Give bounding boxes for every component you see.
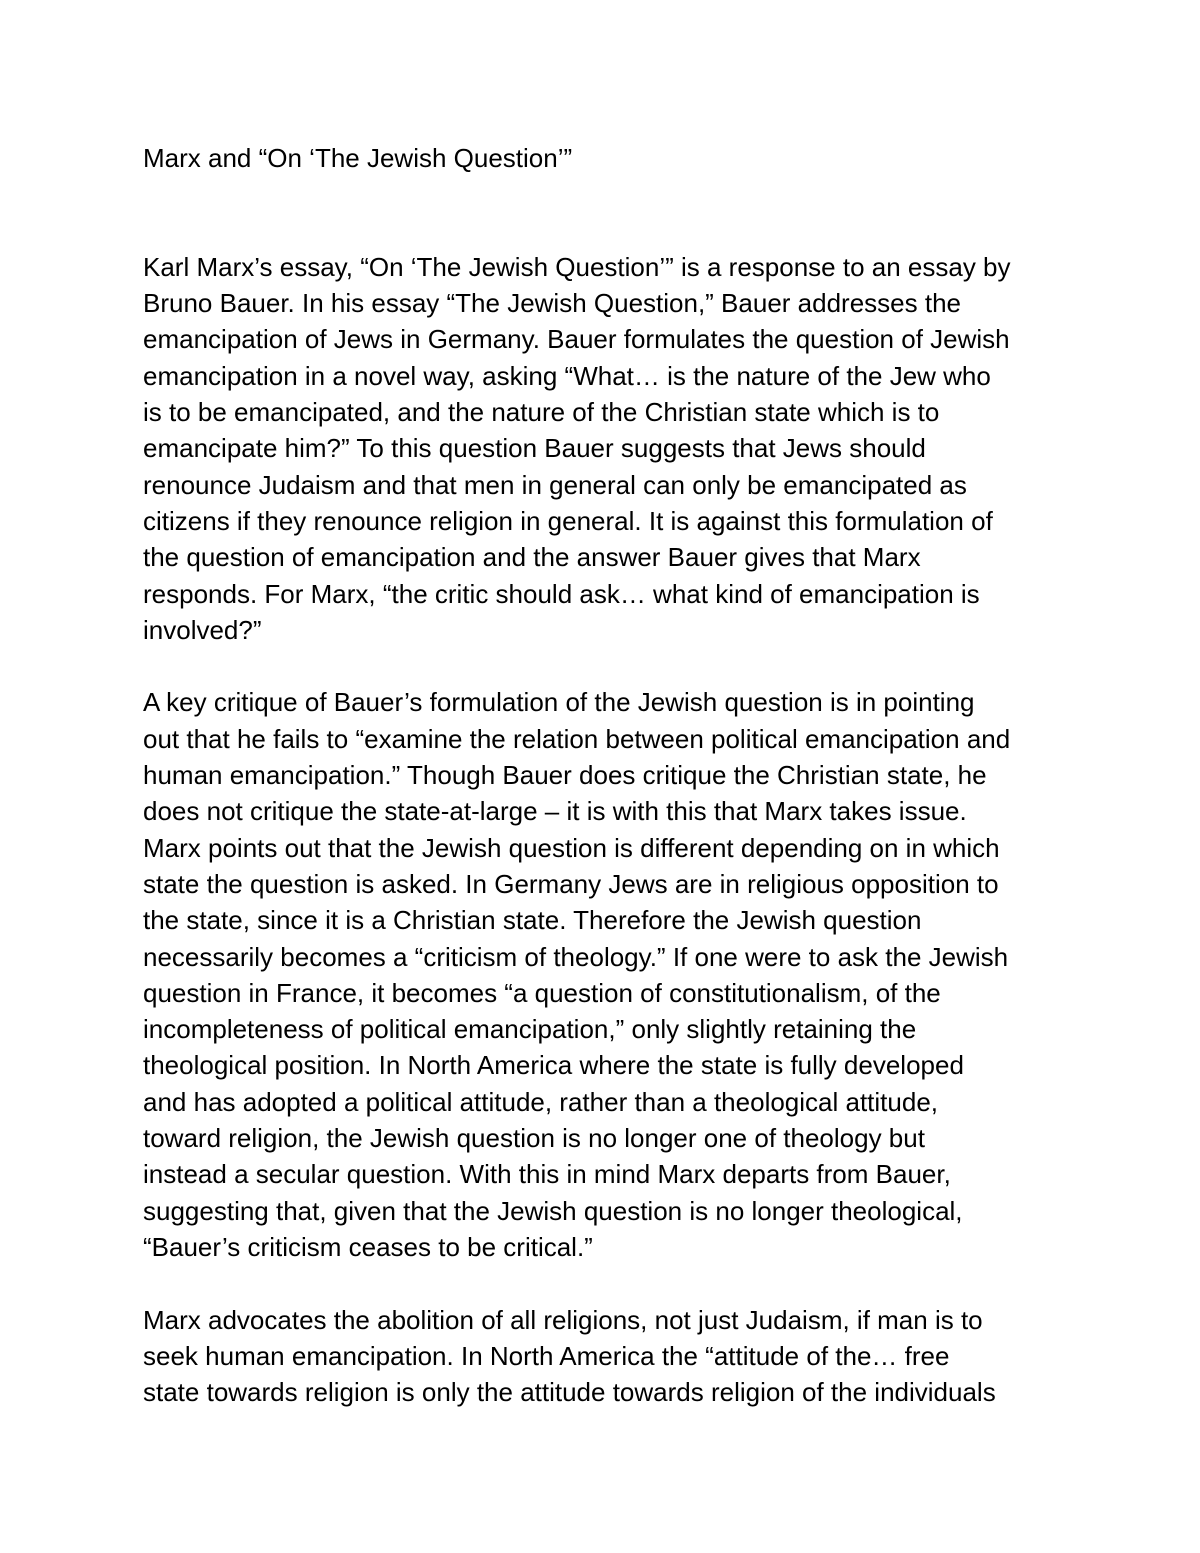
text-line: question in France, it becomes “a question of constitutionalism, of the (143, 977, 941, 1008)
text-line: incompleteness of political emancipation,” only slightly retaining the (143, 1014, 917, 1045)
text-line: A key critique of Bauer’s formulation of the Jewish question is in pointing (143, 687, 975, 718)
text-line: renounce Judaism and that men in general can only be emancipated as (143, 469, 967, 500)
text-line: suggesting that, given that the Jewish question is no longer theological, (143, 1195, 963, 1226)
text-line: the state, since it is a Christian state. Therefore the Jewish question (143, 905, 922, 936)
text-line: out that he fails to “examine the relation between political emancipation and (143, 723, 1011, 754)
text-line: theological position. In North America where the state is fully developed (143, 1050, 964, 1081)
text-line: citizens if they renounce religion in general. It is against this formulation of (143, 505, 993, 536)
text-line: responds. For Marx, “the critic should ask… what kind of emancipation is (143, 578, 980, 609)
text-line: instead a secular question. With this in mind Marx departs from Bauer, (143, 1159, 951, 1190)
text-line: emancipation in a novel way, asking “What… is the nature of the Jew who (143, 360, 991, 391)
text-line: human emancipation.” Though Bauer does critique the Christian state, he (143, 760, 987, 791)
text-line: does not critique the state-at-large – it is with this that Marx takes issue. (143, 796, 967, 827)
text-line: and has adopted a political attitude, rather than a theological attitude, (143, 1086, 939, 1117)
document-title: Marx and “On ‘The Jewish Question’” (143, 143, 573, 173)
text-line: Karl Marx’s essay, “On ‘The Jewish Question’” is a response to an essay by (143, 251, 1011, 282)
text-line: toward religion, the Jewish question is no longer one of theology but (143, 1123, 925, 1154)
text-line: state towards religion is only the attitude towards religion of the individuals (143, 1377, 996, 1408)
text-line: emancipation of Jews in Germany. Bauer formulates the question of Jewish (143, 324, 1010, 355)
text-line: is to be emancipated, and the nature of the Christian state which is to (143, 397, 940, 428)
text-line: emancipate him?” To this question Bauer suggests that Jews should (143, 433, 926, 464)
text-line: involved?” (143, 614, 262, 645)
text-line: Marx points out that the Jewish question is different depending on in which (143, 832, 1000, 863)
paragraph-2 (143, 684, 1080, 1265)
paragraph-1 (143, 249, 1080, 648)
text-line: state the question is asked. In Germany Jews are in religious opposition to (143, 868, 999, 899)
text-line: Marx advocates the abolition of all religions, not just Judaism, if man is to (143, 1304, 983, 1335)
text-line: the question of emancipation and the answer Bauer gives that Marx (143, 542, 921, 573)
text-line: seek human emancipation. In North America the “attitude of the… free (143, 1340, 950, 1371)
text-line: necessarily becomes a “criticism of theology.” If one were to ask the Jewish (143, 941, 1009, 972)
text-line: “Bauer’s criticism ceases to be critical.” (143, 1231, 593, 1262)
paragraph-3 (143, 1302, 1080, 1411)
text-line: Bruno Bauer. In his essay “The Jewish Question,” Bauer addresses the (143, 288, 961, 319)
